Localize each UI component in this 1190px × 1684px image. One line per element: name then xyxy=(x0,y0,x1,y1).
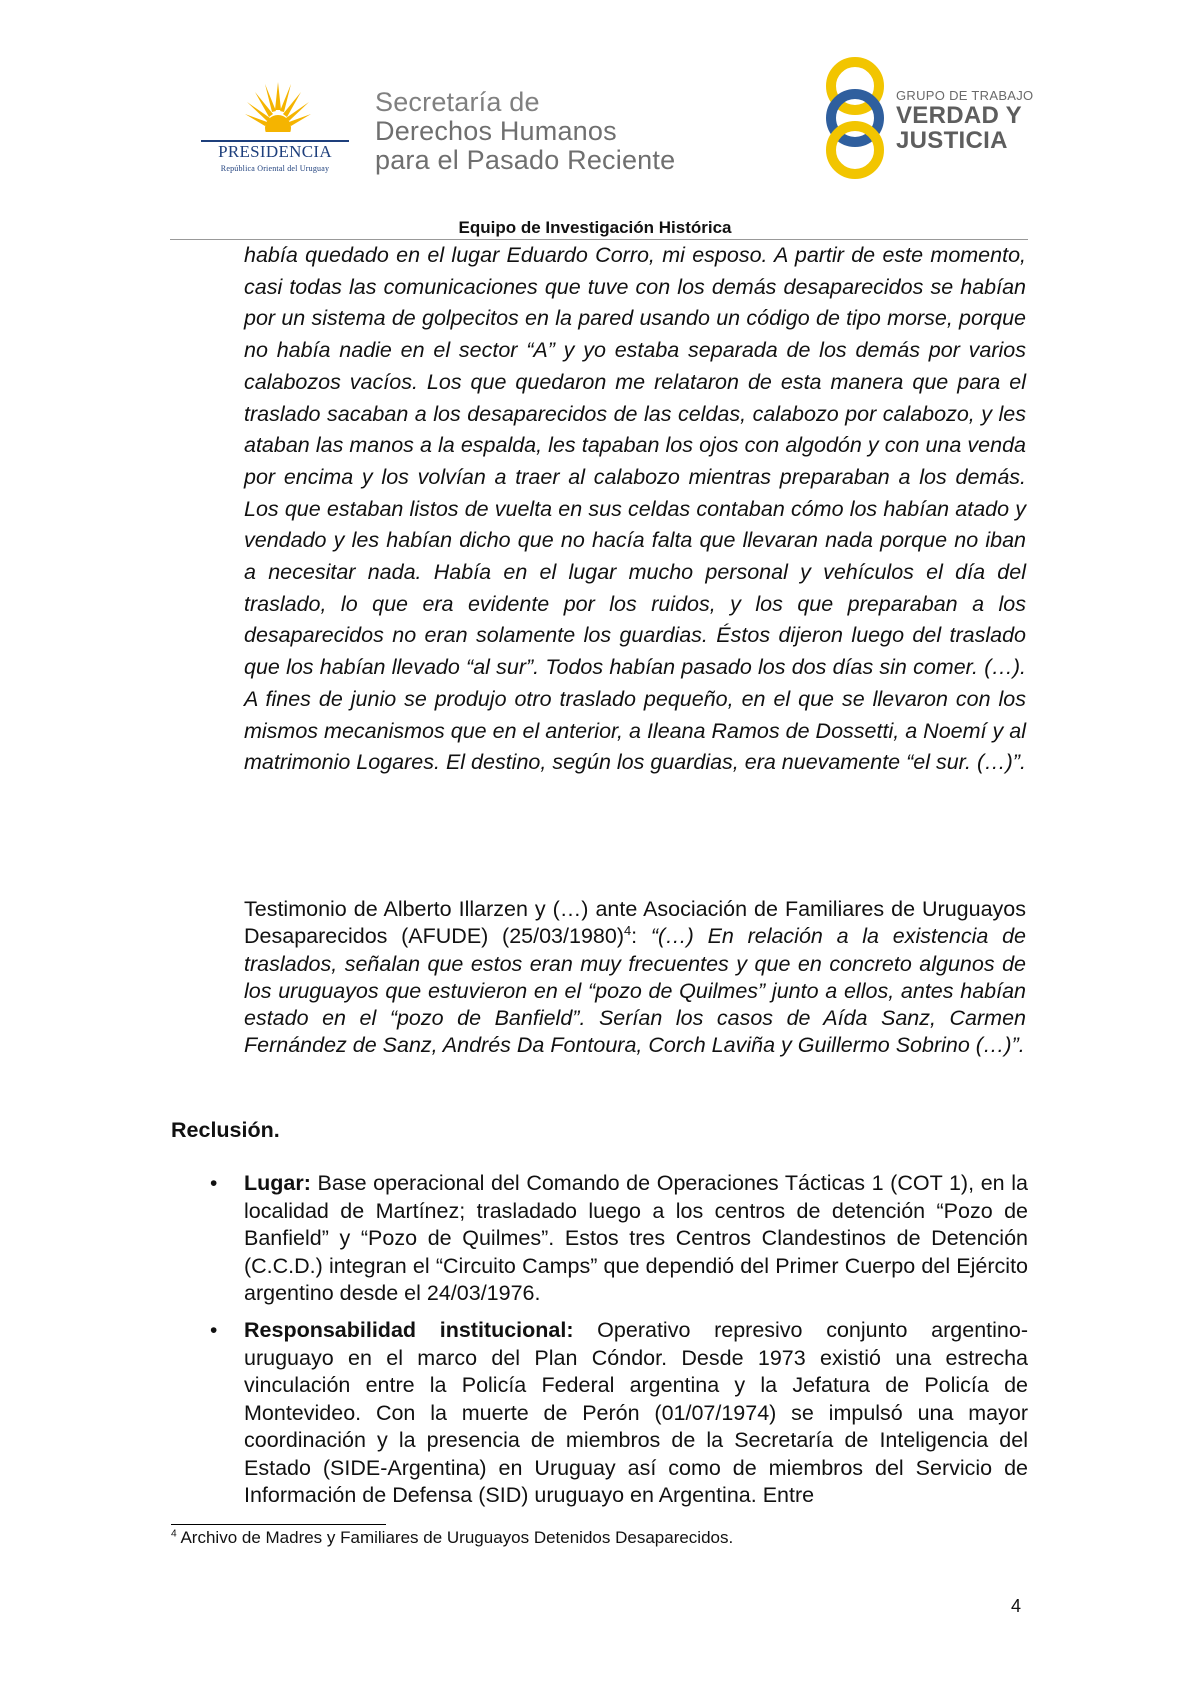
testimony-paragraph xyxy=(244,896,1026,1060)
verdad-justicia-logo xyxy=(820,56,1040,181)
footnote xyxy=(171,1528,733,1548)
bullet-label: Lugar: xyxy=(244,1171,311,1195)
bullet-label: Responsabilidad institucional: xyxy=(244,1318,574,1342)
quote-continued-paragraph: había quedado en el lugar Eduardo Corro, mi esposo. A partir de este momento, casi todas las comunicaciones que tuve con los demás desaparecidos se habían por un sistema de golpecitos en la pared usando un código de tipo morse, porque no había nadie en el sector “A” y yo estaba separada de los demás por varios calabozos vacíos. Los que quedaron me relataron de esta manera que para el traslado sacaban a los desaparecidos de las celdas, calabozo por calabozo, y les ataban las manos a la espalda, les tapaban los ojos con algodón y con una venda por encima y los volvían a traer al calabozo mientras preparaban a los demás. Los que estaban listos de vuelta en sus celdas contaban cómo los habían atado y vendado y les habían dicho que no hacía falta que llevaran nada porque no iban a necesitar nada. Había en el lugar mucho personal y vehículos el día del traslado, lo que era evidente por los ruidos, y los que preparaban a los desaparecidos no eran solamente los guardias. Éstos dijeron luego del traslado que los habían llevado “al sur”. Todos habían pasado los dos días sin comer. (…). A fines de junio se produjo otro traslado pequeño, en el que se llevaron con los mismos mecanismos que en el anterior, a Ileana Ramos de Dossetti, a Noemí y al matrimonio Logares. El destino, según los guardias, era nuevamente “el sur. (…)”. xyxy=(244,243,1026,775)
secretaria-line3: para el Pasado Reciente xyxy=(375,145,676,175)
presidencia-logo xyxy=(195,80,355,180)
testimony-colon: : xyxy=(631,924,651,949)
unit-title: Equipo de Investigación Histórica xyxy=(458,218,732,237)
bullet-text: Operativo represivo conjunto argentino-uruguayo en el marco del Plan Cóndor. Desde 1973 existió una estrecha vinculación entre la Policía Federal argentina y la Jefatura de Policía de Montevideo. Con la muerte de Perón (01/07/1974) se impulsó una mayor coordinación y la presencia de miembros de la Secretaría de Inteligencia del Estado (SIDE-Argentina) en Uruguay así como de miembros del Servicio de Información de Defensa (SID) uruguayo en Argentina. Entre xyxy=(244,1318,1028,1507)
page-header xyxy=(0,0,1190,215)
gtvj-line2: VERDAD Y xyxy=(896,102,1022,129)
footnote-reference: 4 xyxy=(623,923,632,939)
testimony-quote: “(…) En relación a la existencia de traslados, señalan que estos eran muy frecuentes y que en concreto algunos de los uruguayos que estuvieron en el “pozo de Quilmes” junto a ellos, antes habían estado en el “pozo de Banfield”. Serían los casos de Aída Sanz, Carmen Fernández de Sanz, Andrés Da Fontoura, Corch Laviña y Guillermo Sobrino (…)”. xyxy=(244,924,1026,1058)
footnote-text: Archivo de Madres y Familiares de Uruguayos Detenidos Desaparecidos. xyxy=(176,1528,734,1547)
secretaria-line2: Derechos Humanos xyxy=(375,116,617,146)
presidencia-name: PRESIDENCIA xyxy=(218,142,332,161)
bullet-text: Base operacional del Comando de Operaciones Tácticas 1 (COT 1), en la localidad de Martínez; trasladado luego a los centros de detención “Pozo de Banfield” y “Pozo de Quilmes”. Estos tres Centros Clandestinos de Detención (C.C.D.) integran el “Circuito Camps” que dependió del Primer Cuerpo del Ejército argentino desde el 24/03/1976. xyxy=(244,1171,1028,1305)
footnote-divider xyxy=(171,1524,386,1525)
bullet-point-icon: • xyxy=(210,1319,218,1342)
secretaria-logo-text xyxy=(375,88,705,183)
secretaria-line1: Secretaría de xyxy=(375,87,540,117)
bullet-item-responsabilidad xyxy=(210,1317,1028,1510)
section-heading: Reclusión. xyxy=(171,1118,280,1142)
testimony-intro: Testimonio de Alberto Illarzen y (…) ante Asociación de Familiares de Uruguayos Desaparecidos (AFUDE) (25/03/1980) xyxy=(244,897,1026,949)
interlocked-rings-icon xyxy=(820,56,890,181)
presidencia-subtitle: República Oriental del Uruguay xyxy=(220,164,330,173)
page-number: 4 xyxy=(1011,1596,1022,1616)
bullet-point-icon: • xyxy=(210,1172,218,1195)
footnote-number: 4 xyxy=(171,1528,177,1540)
gtvj-line3: JUSTICIA xyxy=(896,127,1008,154)
gtvj-line1: GRUPO DE TRABAJO xyxy=(896,88,1034,103)
bullet-item-lugar xyxy=(210,1170,1028,1308)
